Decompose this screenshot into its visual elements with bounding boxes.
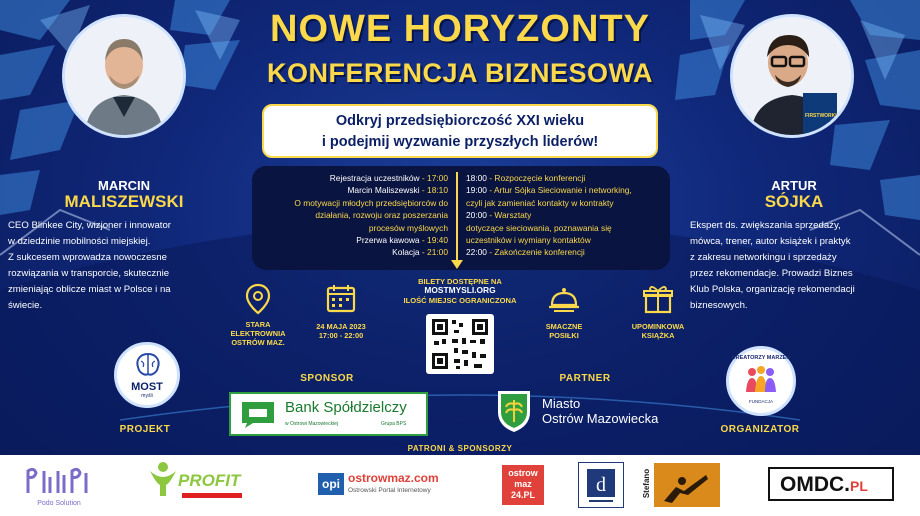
ostrowmaz24-logo[interactable] — [502, 465, 544, 505]
bio-line: biznesowych. — [690, 300, 748, 311]
speaker-right-last-name: SÓJKA — [764, 192, 824, 211]
bio-line: świecie. — [8, 300, 43, 311]
city-partner-name[interactable] — [542, 396, 712, 426]
bank-name: Bank Spółdzielczy — [285, 399, 407, 416]
date-text: 24 MAJA 2023 17:00 - 22:00 — [316, 322, 366, 340]
omdc-name: OMDC. — [780, 473, 850, 496]
ostrow24-line: maz — [514, 479, 532, 489]
stefano-logo[interactable] — [640, 463, 722, 507]
organizer-name: KREATORZY MARZEŃ — [731, 355, 791, 361]
agenda-item: Marcin Maliszewski - 18:10 — [347, 185, 448, 196]
agenda-item: działania, rozwoju oraz poszerzania — [315, 210, 448, 221]
opi-badge: opi — [318, 473, 344, 495]
ostrow24-line: 24.PL — [510, 490, 535, 500]
opi-portal-name: ostrowmaz.com — [348, 471, 439, 485]
agenda-item: Przerwa kawowa - 19:40 — [356, 235, 448, 246]
profit-underline — [182, 493, 242, 498]
bio-line: Z sukcesem wprowadza nowoczesne — [8, 252, 167, 263]
agenda-item: uczestników i wymiany kontaktów — [466, 235, 591, 246]
agenda-item: Rejestracja uczestników - 17:00 — [329, 173, 448, 183]
agenda-item: 19:00 - Artur Sójka Sieciowanie i networking, — [466, 185, 632, 196]
timeline-arrow-icon — [451, 260, 463, 269]
bio-line: w dziedzinie mobilności miejskiej. — [8, 236, 151, 247]
location-text: STARA ELEKTROWNIA OSTRÓW MAZ. — [230, 320, 286, 347]
bank-subtitle: w Ostrowi Mazowieckiej — [285, 421, 339, 427]
podo-solution-logo[interactable] — [22, 463, 96, 509]
patrons-strip — [0, 455, 920, 516]
bio-line: rozwiązania w transporcie, skutecznie — [8, 268, 170, 279]
ticket-info — [362, 277, 558, 305]
speaker-right-photo — [730, 14, 854, 138]
most-logo-text: MOST — [131, 381, 163, 393]
book-title: FIRSTWORKING — [805, 113, 845, 119]
profit-logo[interactable] — [148, 461, 266, 509]
ticket-url[interactable]: MOSTMYSLI.ORG — [424, 285, 496, 296]
agenda-left-column — [260, 172, 448, 259]
city-name-line: Miasto — [542, 396, 581, 411]
city-crest-icon — [494, 388, 534, 434]
most-logo-subtext: myśli — [141, 393, 153, 399]
most-mysli-logo — [114, 342, 180, 408]
bank-logo-icon — [239, 399, 277, 429]
person-portrait-icon — [65, 17, 183, 135]
speaker-left-last-name: MALISZEWSKI — [64, 192, 184, 211]
bio-line: CEO Blinkee City, wizjoner i innowator — [8, 220, 171, 231]
gift-icon — [640, 281, 676, 317]
agenda-item: 20:00 - Warsztaty — [466, 210, 532, 221]
agenda-item: O motywacji młodych przedsiębiorców do — [294, 197, 448, 208]
organizer-subtitle: FUNDACJA — [748, 399, 773, 404]
podo-name: Podo Solution — [37, 500, 81, 507]
partner-label: PARTNER — [559, 373, 611, 384]
people-group-icon — [743, 364, 779, 396]
stefano-name: Stefano — [642, 468, 652, 499]
gift-text: UPOMINKOWA KSIĄŻKA — [631, 322, 685, 340]
patrons-label: PATRONI & SPONSORZY — [407, 444, 513, 453]
bio-line: mówca, trener, autor książek i praktyk — [690, 236, 851, 247]
tagline-line-1: Odkryj przedsiębiorczość XXI wieku — [335, 113, 585, 129]
agenda-item: 22:00 - Zakończenie konferencji — [466, 247, 585, 258]
omdc-pl: PL — [850, 478, 868, 494]
agenda-item: procesów myślowych — [368, 222, 448, 233]
speaker-left-photo — [62, 14, 186, 138]
ticket-line: ILOŚĆ MIEJSC OGRANICZONA — [403, 295, 517, 305]
stefano-banner — [654, 463, 720, 507]
kick-figure-icon — [654, 463, 720, 507]
agenda-right-column — [466, 172, 666, 259]
organizer-logo[interactable] — [726, 346, 796, 416]
qr-code[interactable] — [426, 314, 494, 374]
tagline-box — [262, 104, 658, 158]
agenda-item: Kolacja - 21:00 — [392, 247, 448, 258]
speaker-left-first-name: MARCIN — [98, 178, 150, 193]
ticket-line: BILETY DOSTĘPNE NA — [418, 277, 502, 286]
omdc-logo[interactable] — [768, 467, 894, 501]
location-pin-icon — [240, 281, 276, 317]
opi-portal-subtitle: Ostrowski Portal Internetowy — [348, 487, 431, 494]
sponsor-label: SPONSOR — [300, 373, 354, 384]
bio-line: z zakresu networkingu i sprzedaży — [690, 252, 837, 263]
speaker-left-bio — [8, 218, 238, 314]
ostrow24-line: ostrow — [508, 468, 538, 478]
city-name-line: Ostrów Mazowiecka — [542, 411, 659, 426]
bio-line: zmieniając oblicze miast w Polsce i na — [8, 284, 171, 295]
bio-line: Klub Polska, organizację rekomendacji — [690, 284, 855, 295]
tagline-line-2: i podejmij wyzwanie przyszłych liderów! — [321, 134, 599, 150]
podo-logo-icon — [22, 463, 96, 495]
project-label: PROJEKT — [119, 424, 171, 435]
calendar-icon — [323, 281, 359, 317]
bio-line: przez rekomendacje. Prowadzi Biznes — [690, 268, 853, 279]
food-text: SMACZNE POSIŁKI — [545, 322, 583, 340]
bio-line: Ekspert ds. zwiększania sprzedaży, — [690, 220, 841, 231]
bank-sponsor-logo[interactable] — [229, 392, 428, 436]
profit-figure-icon — [148, 461, 178, 497]
profit-name: PROFIT — [178, 471, 241, 490]
agenda-item: 18:00 - Rozpoczęcie konferencji — [466, 173, 586, 183]
speaker-right-first-name: ARTUR — [771, 178, 817, 193]
speaker-right-bio — [690, 218, 912, 314]
ostrowmaz-portal-logo[interactable] — [318, 471, 478, 501]
conference-subtitle: KONFERENCJA BIZNESOWA — [266, 58, 654, 88]
d-logo[interactable] — [578, 462, 624, 508]
agenda-item: dotyczące sieciowania, poznawania się — [466, 222, 612, 233]
organizer-label: ORGANIZATOR — [720, 424, 800, 435]
letter-d-icon — [579, 463, 623, 507]
food-tray-icon — [546, 281, 582, 317]
svg-text:d: d — [596, 474, 606, 496]
timeline-line — [456, 172, 458, 262]
conference-title: NOWE HORYZONTY — [270, 8, 650, 50]
brain-icon — [133, 351, 163, 379]
qr-code-icon — [426, 314, 494, 374]
bank-group: Grupa BPS — [381, 421, 407, 427]
agenda-item: czyli jak zamieniać kontakty w kontrakty — [466, 197, 614, 208]
